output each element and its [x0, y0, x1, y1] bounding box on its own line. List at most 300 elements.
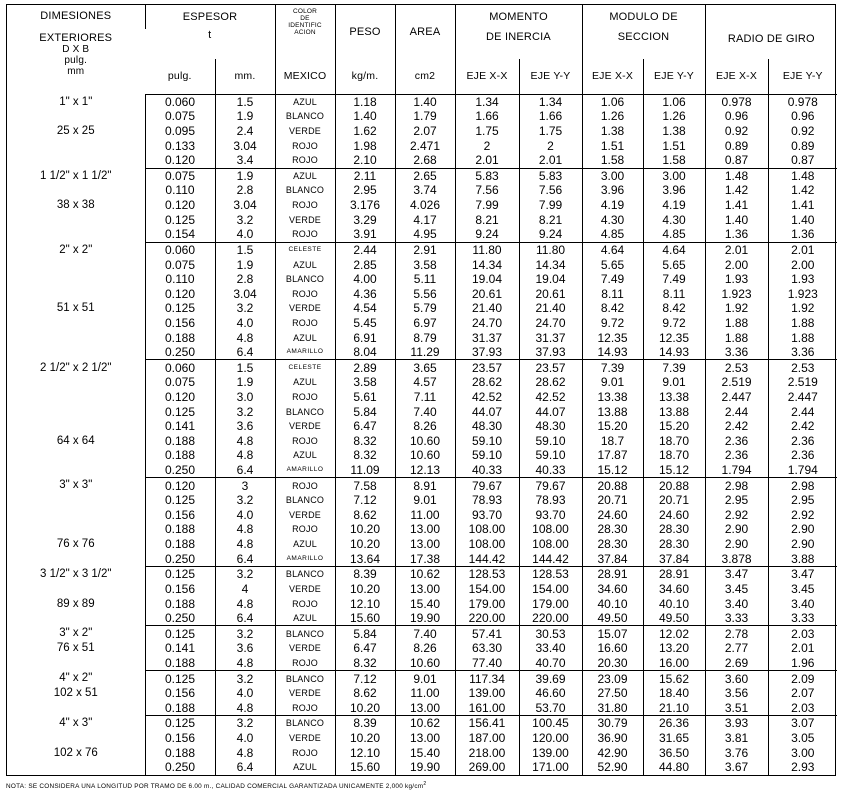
cell-sx: 5.65 [582, 257, 643, 272]
table-row [7, 641, 837, 656]
cell-ry: 1.40 [768, 212, 837, 227]
cell-peso: 15.60 [335, 760, 395, 775]
cell-ix: 23.57 [455, 360, 519, 375]
cell-mm: 3.6 [215, 419, 275, 434]
tube-spec-table [7, 5, 837, 775]
cell-mm: 3.2 [215, 567, 275, 582]
cell-sy: 4.64 [643, 242, 705, 257]
table-row [7, 551, 837, 566]
cell-iy: 1.34 [519, 94, 582, 109]
cell-pulg: 0.125 [145, 493, 215, 508]
cell-mm: 3.2 [215, 716, 275, 731]
cell-sy: 28.30 [643, 537, 705, 552]
header-momento-sub [455, 29, 582, 59]
cell-peso: 15.60 [335, 611, 395, 626]
cell-dim [7, 404, 145, 419]
table-row [7, 330, 837, 345]
cell-iy: 2.01 [519, 153, 582, 168]
cell-ix: 156.41 [455, 716, 519, 731]
cell-rx: 1.88 [705, 316, 768, 331]
cell-sy: 9.01 [643, 375, 705, 390]
cell-iy: 28.62 [519, 375, 582, 390]
cell-iy: 31.37 [519, 330, 582, 345]
cell-ry: 2.98 [768, 478, 837, 493]
cell-ix: 20.61 [455, 286, 519, 301]
cell-sy: 8.42 [643, 301, 705, 316]
cell-color: ROJO [275, 478, 335, 493]
cell-color: AZUL [275, 330, 335, 345]
cell-ix: 63.30 [455, 641, 519, 656]
cell-sx: 9.01 [582, 375, 643, 390]
cell-peso: 13.64 [335, 551, 395, 566]
header-area [395, 5, 455, 59]
cell-sy: 3.00 [643, 168, 705, 183]
cell-iy: 5.83 [519, 168, 582, 183]
cell-ry: 3.47 [768, 567, 837, 582]
cell-pulg: 0.125 [145, 301, 215, 316]
header-modulo-line1: MODULO DE [609, 11, 678, 23]
cell-sx: 1.26 [582, 109, 643, 124]
cell-rx: 0.89 [705, 138, 768, 153]
cell-area: 9.01 [395, 671, 455, 686]
cell-sx: 20.88 [582, 478, 643, 493]
cell-ry: 0.87 [768, 153, 837, 168]
cell-dim [7, 760, 145, 775]
cell-ix: 9.24 [455, 227, 519, 242]
cell-dim [7, 611, 145, 626]
cell-ry: 3.07 [768, 716, 837, 731]
unit-mm: mm. [215, 59, 275, 94]
cell-mm: 4.0 [215, 686, 275, 701]
cell-dim [7, 463, 145, 478]
cell-mm: 4.0 [215, 731, 275, 746]
cell-mm: 3.2 [215, 626, 275, 641]
cell-sx: 8.42 [582, 301, 643, 316]
header-modulo-line2: SECCION [617, 31, 670, 43]
cell-ry: 1.88 [768, 316, 837, 331]
cell-pulg: 0.133 [145, 138, 215, 153]
header-radio [705, 5, 837, 59]
cell-rx: 1.88 [705, 330, 768, 345]
cell-mm: 6.4 [215, 551, 275, 566]
cell-rx: 3.51 [705, 700, 768, 715]
cell-rx: 2.90 [705, 522, 768, 537]
cell-sy: 24.60 [643, 508, 705, 523]
cell-sy: 8.11 [643, 286, 705, 301]
cell-rx: 2.01 [705, 242, 768, 257]
table-row [7, 212, 837, 227]
cell-peso: 1.18 [335, 94, 395, 109]
cell-sy: 20.71 [643, 493, 705, 508]
cell-iy: 21.40 [519, 301, 582, 316]
cell-rx: 1.41 [705, 198, 768, 213]
cell-color: VERDE [275, 686, 335, 701]
cell-sy: 12.35 [643, 330, 705, 345]
cell-sx: 15.20 [582, 419, 643, 434]
cell-color: BLANCO [275, 183, 335, 198]
cell-sx: 4.64 [582, 242, 643, 257]
cell-sx: 18.7 [582, 434, 643, 449]
cell-ry: 1.48 [768, 168, 837, 183]
cell-sx: 7.39 [582, 360, 643, 375]
cell-ry: 2.90 [768, 537, 837, 552]
cell-peso: 5.45 [335, 316, 395, 331]
table-row [7, 493, 837, 508]
header-color-line2: DE [300, 15, 310, 22]
cell-dim: 76 x 51 [56, 642, 95, 655]
cell-peso: 3.176 [335, 198, 395, 213]
header-espesor-t-label: t [208, 29, 212, 41]
cell-mm: 4.8 [215, 330, 275, 345]
cell-rx: 0.87 [705, 153, 768, 168]
cell-mm: 1.5 [215, 94, 275, 109]
cell-pulg: 0.060 [145, 242, 215, 257]
cell-dim: 3 1/2" x 3 1/2" [40, 568, 112, 581]
cell-peso: 8.62 [335, 508, 395, 523]
cell-sy: 1.26 [643, 109, 705, 124]
cell-color: BLANCO [275, 109, 335, 124]
cell-pulg: 0.125 [145, 671, 215, 686]
cell-rx: 2.36 [705, 448, 768, 463]
cell-iy: 120.00 [519, 731, 582, 746]
cell-ix: 40.33 [455, 463, 519, 478]
cell-dim [7, 390, 145, 405]
table-row [7, 448, 837, 463]
cell-ix: 5.83 [455, 168, 519, 183]
cell-iy: 14.34 [519, 257, 582, 272]
unit-cm2: cm2 [395, 59, 455, 94]
footer-note [6, 781, 426, 790]
cell-color: ROJO [275, 138, 335, 153]
cell-peso: 2.85 [335, 257, 395, 272]
cell-ry: 0.92 [768, 124, 837, 139]
cell-peso: 1.98 [335, 138, 395, 153]
unit-mexico: MEXICO [275, 59, 335, 94]
cell-peso: 3.91 [335, 227, 395, 242]
unit-pulg: pulg. [145, 59, 215, 94]
cell-iy: 9.24 [519, 227, 582, 242]
cell-rx: 1.48 [705, 168, 768, 183]
cell-ry: 2.44 [768, 404, 837, 419]
table-row [7, 434, 837, 449]
cell-ix: 117.34 [455, 671, 519, 686]
cell-color: ROJO [275, 286, 335, 301]
cell-mm: 1.9 [215, 109, 275, 124]
cell-rx: 3.878 [705, 551, 768, 566]
cell-mm: 3.6 [215, 641, 275, 656]
cell-ix: 108.00 [455, 522, 519, 537]
header-radio-label: RADIO DE GIRO [727, 33, 815, 45]
cell-peso: 3.29 [335, 212, 395, 227]
cell-dim: 102 x 51 [53, 687, 98, 700]
table-row [7, 731, 837, 746]
cell-sx: 34.60 [582, 582, 643, 597]
cell-sy: 18.40 [643, 686, 705, 701]
cell-mm: 4.0 [215, 316, 275, 331]
cell-dim: 2 1/2" x 2 1/2" [40, 361, 112, 374]
table-row [7, 716, 837, 731]
cell-dim: 4" x 3" [59, 717, 93, 730]
cell-sx: 15.12 [582, 463, 643, 478]
cell-mm: 4.0 [215, 508, 275, 523]
header-dim-line4: pulg. [64, 55, 88, 66]
cell-dim [7, 316, 145, 331]
table-row [7, 582, 837, 597]
cell-rx: 2.77 [705, 641, 768, 656]
table-row [7, 94, 837, 109]
cell-peso: 11.09 [335, 463, 395, 478]
table-row [7, 745, 837, 760]
cell-color: CELESTE [275, 360, 335, 375]
cell-area: 2.65 [395, 168, 455, 183]
cell-ry: 2.519 [768, 375, 837, 390]
cell-ry: 2.01 [768, 242, 837, 257]
cell-ix: 31.37 [455, 330, 519, 345]
cell-rx: 2.519 [705, 375, 768, 390]
cell-color: VERDE [275, 731, 335, 746]
cell-dim [7, 582, 145, 597]
table-row [7, 227, 837, 242]
cell-dim [7, 330, 145, 345]
cell-rx: 2.53 [705, 360, 768, 375]
cell-peso: 6.47 [335, 419, 395, 434]
cell-ry: 2.09 [768, 671, 837, 686]
cell-ix: 1.34 [455, 94, 519, 109]
table-row [7, 183, 837, 198]
cell-ix: 1.75 [455, 124, 519, 139]
cell-iy: 42.52 [519, 390, 582, 405]
cell-iy: 20.61 [519, 286, 582, 301]
cell-peso: 4.00 [335, 272, 395, 287]
cell-pulg: 0.120 [145, 390, 215, 405]
cell-sy: 28.91 [643, 567, 705, 582]
cell-peso: 6.91 [335, 330, 395, 345]
header-modulo [582, 5, 705, 29]
cell-sx: 28.91 [582, 567, 643, 582]
cell-pulg: 0.154 [145, 227, 215, 242]
table-row [7, 686, 837, 701]
cell-sy: 1.38 [643, 124, 705, 139]
cell-area: 4.026 [395, 198, 455, 213]
cell-dim [7, 345, 145, 360]
cell-color: AZUL [275, 611, 335, 626]
cell-color: ROJO [275, 700, 335, 715]
cell-dim [7, 508, 145, 523]
cell-area: 7.40 [395, 404, 455, 419]
cell-sx: 1.38 [582, 124, 643, 139]
cell-ix: 57.41 [455, 626, 519, 641]
cell-ry: 2.36 [768, 448, 837, 463]
cell-pulg: 0.188 [145, 448, 215, 463]
cell-ry: 2.90 [768, 522, 837, 537]
cell-ix: 79.67 [455, 478, 519, 493]
cell-ix: 108.00 [455, 537, 519, 552]
table-row [7, 242, 837, 257]
cell-sy: 20.88 [643, 478, 705, 493]
cell-peso: 8.32 [335, 448, 395, 463]
header-dim-line5: mm [67, 66, 85, 77]
cell-sx: 16.60 [582, 641, 643, 656]
cell-pulg: 0.075 [145, 375, 215, 390]
cell-peso: 8.62 [335, 686, 395, 701]
cell-ry: 2.03 [768, 626, 837, 641]
header-dim-line1: DIMESIONES [40, 10, 112, 22]
cell-color: VERDE [275, 508, 335, 523]
cell-color: BLANCO [275, 626, 335, 641]
cell-rx: 0.92 [705, 124, 768, 139]
cell-color: ROJO [275, 316, 335, 331]
cell-area: 10.60 [395, 434, 455, 449]
cell-dim [7, 731, 145, 746]
cell-color: VERDE [275, 124, 335, 139]
cell-rx: 1.42 [705, 183, 768, 198]
cell-ry: 2.42 [768, 419, 837, 434]
cell-rx: 3.76 [705, 745, 768, 760]
cell-area: 13.00 [395, 731, 455, 746]
cell-sy: 49.50 [643, 611, 705, 626]
cell-mm: 3.04 [215, 198, 275, 213]
cell-dim [7, 375, 145, 390]
cell-sx: 37.84 [582, 551, 643, 566]
cell-peso: 8.04 [335, 345, 395, 360]
cell-ix: 1.66 [455, 109, 519, 124]
cell-iy: 59.10 [519, 434, 582, 449]
cell-pulg: 0.095 [145, 124, 215, 139]
cell-peso: 7.12 [335, 671, 395, 686]
cell-sy: 13.88 [643, 404, 705, 419]
cell-mm: 6.4 [215, 463, 275, 478]
cell-ix: 220.00 [455, 611, 519, 626]
cell-dim [7, 227, 145, 242]
cell-ry: 3.40 [768, 596, 837, 611]
cell-peso: 4.54 [335, 301, 395, 316]
cell-peso: 8.39 [335, 716, 395, 731]
cell-dim: 2" x 2" [59, 243, 93, 256]
cell-dim: 102 x 76 [53, 746, 98, 759]
cell-iy: 48.30 [519, 419, 582, 434]
cell-peso: 4.36 [335, 286, 395, 301]
cell-area: 3.74 [395, 183, 455, 198]
spec-table-frame [6, 4, 836, 776]
cell-ry: 1.96 [768, 656, 837, 671]
cell-ry: 2.92 [768, 508, 837, 523]
cell-peso: 1.62 [335, 124, 395, 139]
cell-ry: 3.45 [768, 582, 837, 597]
cell-sy: 4.30 [643, 212, 705, 227]
cell-sx: 4.19 [582, 198, 643, 213]
cell-ry: 1.92 [768, 301, 837, 316]
cell-mm: 2.4 [215, 124, 275, 139]
cell-sy: 14.93 [643, 345, 705, 360]
cell-color: BLANCO [275, 671, 335, 686]
cell-sx: 8.11 [582, 286, 643, 301]
header-color-line1: COLOR [292, 8, 318, 15]
cell-peso: 10.20 [335, 537, 395, 552]
cell-peso: 10.20 [335, 731, 395, 746]
header-peso-label: PESO [349, 26, 381, 38]
table-row [7, 656, 837, 671]
cell-color: BLANCO [275, 493, 335, 508]
cell-pulg: 0.110 [145, 183, 215, 198]
cell-ry: 3.00 [768, 745, 837, 760]
cell-mm: 4.8 [215, 656, 275, 671]
cell-pulg: 0.075 [145, 168, 215, 183]
cell-ry: 1.41 [768, 198, 837, 213]
cell-sy: 34.60 [643, 582, 705, 597]
cell-mm: 4.8 [215, 522, 275, 537]
cell-iy: 37.93 [519, 345, 582, 360]
cell-area: 9.01 [395, 493, 455, 508]
cell-color: AZUL [275, 537, 335, 552]
cell-iy: 59.10 [519, 448, 582, 463]
cell-ix: 187.00 [455, 731, 519, 746]
cell-area: 8.91 [395, 478, 455, 493]
unit-iy: EJE Y-Y [519, 59, 582, 94]
cell-sy: 1.58 [643, 153, 705, 168]
cell-area: 6.97 [395, 316, 455, 331]
header-dim-line3: D X B [62, 44, 90, 55]
cell-iy: 93.70 [519, 508, 582, 523]
cell-mm: 6.4 [215, 345, 275, 360]
cell-ix: 78.93 [455, 493, 519, 508]
cell-pulg: 0.125 [145, 404, 215, 419]
cell-pulg: 0.188 [145, 656, 215, 671]
cell-sy: 16.00 [643, 656, 705, 671]
table-row [7, 463, 837, 478]
cell-iy: 139.00 [519, 745, 582, 760]
cell-sy: 12.02 [643, 626, 705, 641]
unit-ry: EJE Y-Y [768, 59, 837, 94]
cell-area: 4.17 [395, 212, 455, 227]
cell-rx: 1.93 [705, 272, 768, 287]
cell-sy: 1.06 [643, 94, 705, 109]
cell-peso: 2.89 [335, 360, 395, 375]
cell-color: ROJO [275, 198, 335, 213]
cell-area: 1.40 [395, 94, 455, 109]
cell-pulg: 0.250 [145, 760, 215, 775]
cell-sx: 31.80 [582, 700, 643, 715]
cell-ry: 1.794 [768, 463, 837, 478]
header-momento-line1: MOMENTO [489, 11, 548, 23]
cell-sx: 28.30 [582, 522, 643, 537]
cell-sx: 40.10 [582, 596, 643, 611]
cell-sx: 27.50 [582, 686, 643, 701]
cell-mm: 3 [215, 478, 275, 493]
table-row [7, 286, 837, 301]
cell-ix: 59.10 [455, 448, 519, 463]
cell-pulg: 0.125 [145, 626, 215, 641]
cell-sx: 4.30 [582, 212, 643, 227]
cell-sy: 5.65 [643, 257, 705, 272]
table-row [7, 567, 837, 582]
cell-pulg: 0.060 [145, 94, 215, 109]
cell-sx: 1.51 [582, 138, 643, 153]
cell-sx: 13.38 [582, 390, 643, 405]
cell-color: VERDE [275, 212, 335, 227]
cell-color: ROJO [275, 522, 335, 537]
cell-dim: 1 1/2" x 1 1/2" [40, 169, 112, 182]
cell-pulg: 0.156 [145, 508, 215, 523]
cell-peso: 2.10 [335, 153, 395, 168]
cell-color: VERDE [275, 582, 335, 597]
cell-sx: 1.06 [582, 94, 643, 109]
cell-mm: 1.5 [215, 242, 275, 257]
cell-pulg: 0.125 [145, 716, 215, 731]
cell-rx: 2.90 [705, 537, 768, 552]
cell-color: VERDE [275, 301, 335, 316]
cell-dim: 25 x 25 [56, 125, 95, 138]
cell-sy: 26.36 [643, 716, 705, 731]
